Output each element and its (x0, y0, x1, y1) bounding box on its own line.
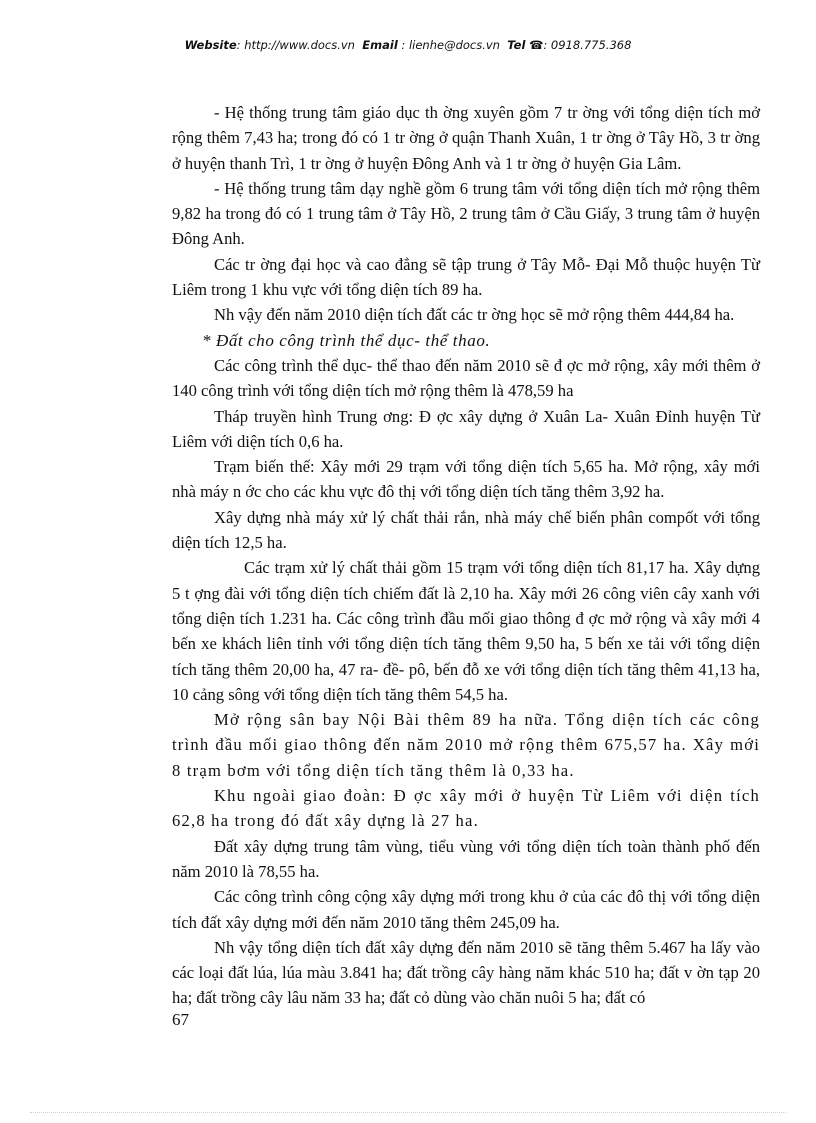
page-number: 67 (172, 1010, 189, 1029)
section-heading: * Đất cho công trình thể dục- thể thao. (202, 330, 491, 350)
website-label: Website (184, 38, 237, 52)
paragraph: Tháp truyền hình Trung ơng: Đ ợc xây dựng ở Xuân La- Xuân Đỉnh huyện Từ Liêm với diện tích 0,6 ha. (172, 406, 760, 451)
paragraph: Các trạm xử lý chất thải gồm 15 trạm với tổng diện tích 81,17 ha. Xây dựng 5 t ợng đài với tổng diện tích chiếm đất là 2,10 ha. Xây mới 26 công viên cây xanh với tổng diện tích 1.231 ha. Các công trình đầu mối giao thông đ ợc mở rộng và xây mới 4 bến xe khách liên tỉnh với tổng diện tích tăng thêm 9,50 ha, 5 bến xe tải với tổng diện tích tăng thêm 20,00 ha, 47 ra- đề- pô, bến đỗ xe với tổng diện tích tăng thêm 41,13 ha, 10 cảng sông với tổng diện tích tăng thêm 54,5 ha. (172, 558, 760, 704)
footer-divider (30, 1112, 786, 1113)
phone-icon: ☎ (529, 38, 544, 52)
paragraph: Đất xây dựng trung tâm vùng, tiểu vùng với tổng diện tích toàn thành phố đến năm 2010 là 78,55 ha. (172, 836, 760, 881)
paragraph: Các tr ờng đại học và cao đẳng sẽ tập trung ở Tây Mỗ- Đại Mỗ thuộc huyện Từ Liêm trong 1 khu vực với tổng diện tích 89 ha. (172, 254, 760, 300)
tel-label: Tel (507, 38, 526, 52)
page-header (0, 38, 816, 52)
paragraph: Nh vậy đến năm 2010 diện tích đất các tr ờng học sẽ mở rộng thêm 444,84 ha. (214, 305, 735, 325)
email-label: Email (362, 38, 398, 52)
paragraph: - Hệ thống trung tâm dạy nghề gồm 6 trung tâm với tổng diện tích mở rộng thêm 9,82 ha trong đó có 1 trung tâm ở Tây Hồ, 2 trung tâm ở Cầu Giấy, 3 trung tâm ở huyện Đông Anh. (172, 178, 760, 249)
paragraph: Trạm biến thế: Xây mới 29 trạm với tổng diện tích 5,65 ha. Mở rộng, xây mới nhà máy n ớc cho các khu vực đô thị với tổng diện tích tăng thêm 3,92 ha. (172, 457, 760, 502)
tel-value: : 0918.775.368 (543, 38, 632, 52)
website-value: : http://www.docs.vn (236, 38, 355, 52)
paragraph: - Hệ thống trung tâm giáo dục th ờng xuyên gồm 7 tr ờng với tổng diện tích mở rộng thêm 7,43 ha; trong đó có 1 tr ờng ở quận Thanh Xuân, 1 tr ờng ở Tây Hồ, 3 tr ờng ở huyện thanh Trì, 1 tr ờng ở huyện Đông Anh và 1 tr ờng ở huyện Gia Lâm. (172, 103, 760, 173)
paragraph: Các công trình công cộng xây dựng mới trong khu ở của các đô thị với tổng diện tích đất xây dựng mới đến năm 2010 tăng thêm 245,09 ha. (172, 887, 760, 932)
paragraph: Nh vậy tổng diện tích đất xây dựng đến năm 2010 sẽ tăng thêm 5.467 ha lấy vào các loại đất lúa, lúa màu 3.841 ha; đất trồng cây hàng năm khác 510 ha; đất v ờn tạp 20 ha; đất trồng cây lâu năm 33 ha; đất cỏ dùng vào chăn nuôi 5 ha; đất có (172, 937, 760, 1008)
paragraph: Mở rộng sân bay Nội Bài thêm 89 ha nữa. Tổng diện tích các công trình đầu mối giao thông đến năm 2010 mở rộng thêm 675,57 ha. Xây mới 8 trạm bơm với tổng diện tích tăng thêm là 0,33 ha. (172, 710, 760, 780)
email-value: : lienhe@docs.vn (401, 38, 500, 52)
paragraph: Xây dựng nhà máy xử lý chất thải rắn, nhà máy chế biến phân compốt với tổng diện tích 12,5 ha. (172, 507, 760, 553)
paragraph: Khu ngoài giao đoàn: Đ ợc xây mới ở huyện Từ Liêm với diện tích 62,8 ha trong đó đất xây dựng là 27 ha. (172, 786, 760, 831)
body-text (172, 100, 760, 1011)
paragraph: Các công trình thể dục- thể thao đến năm 2010 sẽ đ ợc mở rộng, xây mới thêm ở 140 công trình với tổng diện tích mở rộng thêm là 478,59 ha (172, 355, 760, 401)
